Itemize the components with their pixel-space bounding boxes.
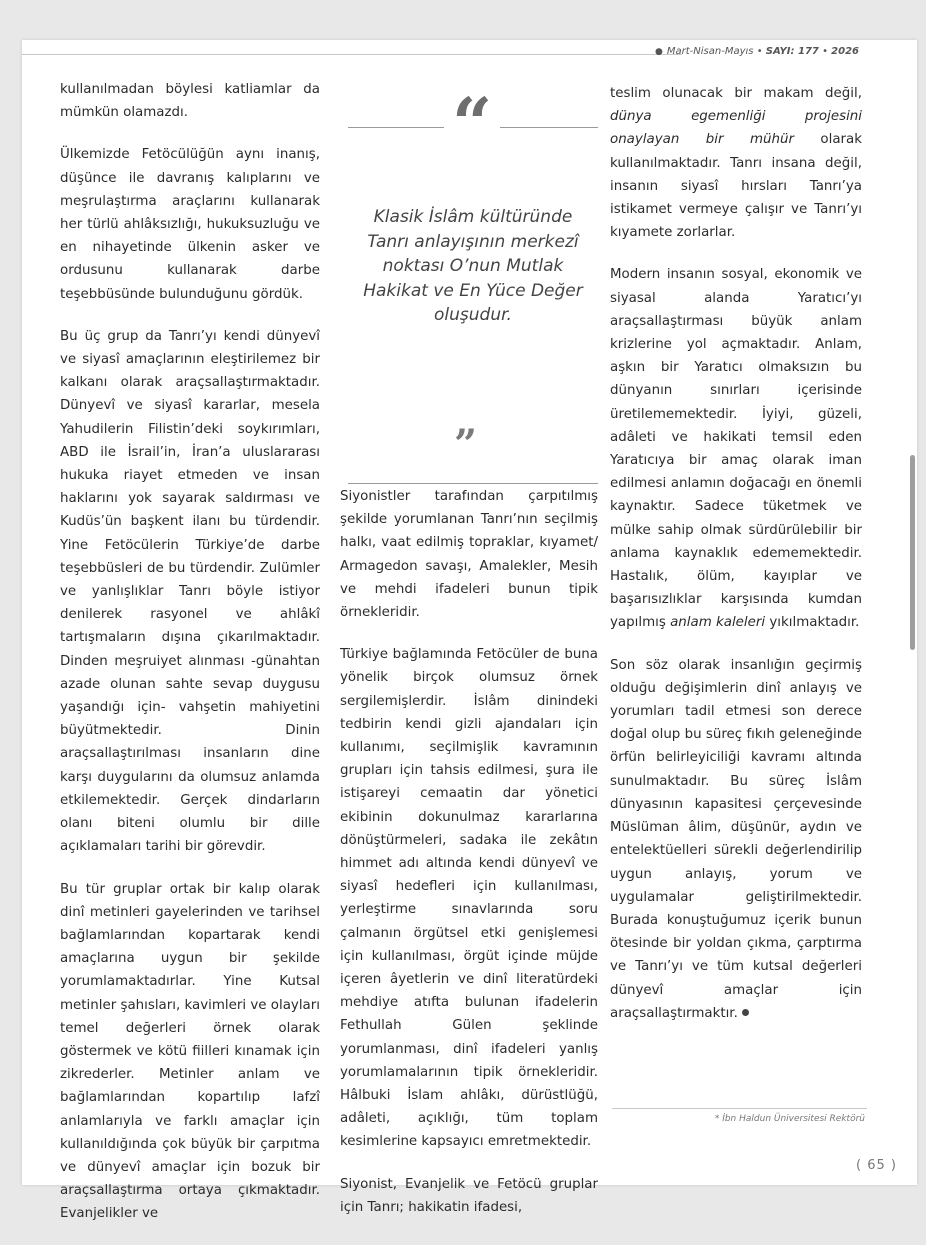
paragraph	[610, 263, 862, 634]
paragraph: Bu tür gruplar ortak bir kalıp olarak dinî metinleri gayelerinden ve tarihsel bağlamlarından kopartarak kendi amaçlarına uygun bir şekilde yorumlamaktadırlar. Yine Kutsal metinler şahısları, kavimleri ve olayları temel değerleri örnek olarak göstermek ve kötü fiilleri kınamak için zikrederler. Metinler anlam ve bağlamlarından kopartılıp lafzî anlamlarıyla ve farklı amaçlar için kullanıldığında çok büyük bir çarpıtma ve dünyevî amaçlar için bozuk bir araçsallaştırma ortaya çıkmaktadır. Evanjelikler ve	[60, 881, 320, 1222]
open-quote-icon: “	[444, 89, 500, 159]
paragraph: Siyonist, Evanjelik ve Fetöcü gruplar için Tanrı; hakikatin ifadesi,	[340, 1176, 598, 1215]
column-middle	[340, 485, 598, 1238]
text-run: teslim olunacak bir makam değil,	[610, 86, 862, 101]
issue-months: Mart-Nisan-Mayıs	[666, 46, 754, 57]
issue-year: 2026	[831, 46, 859, 57]
quote-rule-bottom	[348, 483, 598, 484]
pull-quote-text: Klasik İslâm kültüründe Tanrı anlayışının merkezî noktası O’nun Mutlak Hakikat ve En Yüce Değer oluşudur.	[363, 207, 583, 325]
bullet-separator: •	[822, 46, 832, 57]
text-run: olarak kullanılmaktadır. Tanrı insana değil, insanın siyasî hırsları Tanrı’ya istikamet vermeye çalışır ve Tanrı’yı kıyamete zorlarlar.	[610, 132, 862, 241]
bullet-separator: •	[756, 46, 766, 57]
pull-quote	[348, 82, 598, 475]
close-quote-icon: ”	[454, 421, 478, 468]
scrollbar-thumb[interactable]	[910, 455, 915, 650]
emphasis-text: dünya egemenliği projesini onaylayan bir mühür	[610, 109, 862, 148]
text-run: Son söz olarak insanlığın geçirmiş olduğu değişimlerin dinî anlayış ve yorumları tadil etmesi son derece doğal olup bu süreç fıkıh geleneğinde örfün belirleyiciliği kavramı altında sunulmaktadır. Bu süreç İslâm dünyasının kapasitesi çerçevesinde Müslüman âlim, düşünür, aydın ve entelektüelleri sürekli değerlendirilip uygun anlayış, yorum ve uygulamalar geliştirilmektedir. Burada konuştuğumuz içerik bunun ötesinde bir yoldan çıkma, çarptırma ve Tanrı’yı ve tüm kutsal değerleri dünyevî amaçlar için araçsallaştırmaktır.	[610, 657, 862, 1021]
text-run: Modern insanın sosyal, ekonomik ve siyasal alanda Yaratıcı’yı araçsallaştırması büyük anlam krizlerine yol açmaktadır. Anlam, aşkın bir Yaratıcı olmaksızın bu dünyanın sınırları içerisinde üretilememektedir. İyiyi, güzeli, adâleti ve hakikati temsil eden Yaratıcıya bir amaç olarak iman edilmesi anlamın doğacağı en önemli kaynaktır. Sadece tüketmek ve mülke sahip olmak sürdürülebilir bir anlama kaynaklık edememektedir. Hastalık, ölüm, kayıplar ve başarısızlıklar karşısında kumdan yapılmış	[610, 267, 862, 631]
header-rule	[22, 54, 682, 55]
paragraph: Ülkemizde Fetöcülüğün aynı inanış, düşünce ile davranış kalıplarını ve meşrulaştırma araçlarını kullanarak her türlü ahlâksızlığı, hukuksuzluğu ve en nihayetinde ülkenin asker ve ordusunu kullanarak darbe teşebbüsünde bulunduğunu gördük.	[60, 147, 320, 302]
footnote-rule	[612, 1108, 867, 1109]
paragraph: Bu üç grup da Tanrı’yı kendi dünyevî ve siyasî amaçlarının eleştirilemez bir kalkanı olarak araçsallaştırmaktadır. Dünyevî ve siyasî kararlar, mesela Yahudilerin Filistin’deki soykırımları, ABD ile İsrail’in, İran’a uluslararası hukuka riayet etmeden ve insan haklarını yok sayarak saldırması ve Kudüs’ün başkent ilanı bu türdendir. Yine Fetöcülerin Türkiye’de darbe teşebbüsleri de bu türdendir. Zulümler ve yanlışlıklar Tanrı böyle istiyor denilerek rasyonel ve ahlâkî tartışmaların dışına çıkarılmaktadır. Dinden meşruiyet alınması -günahtan azade olunan sahte sevap duygusu yaşandığı için- vahşetin mahiyetini büyütmektedir. Dinin araçsallaştırılması insanların dine karşı duygularını da olumsuz anlamda etkilemektedir. Gerçek dindarların olanı biteni olumlu bir dille açıklamaları tarihi bir görevdir.	[60, 328, 320, 855]
paragraph	[610, 82, 862, 244]
emphasis-text: anlam kaleleri	[670, 615, 766, 631]
end-mark-icon	[742, 1009, 749, 1016]
paragraph: Türkiye bağlamında Fetöcüler de buna yönelik birçok olumsuz örnek sergilemişlerdir. İslâm dinindeki tedbirin kendi gizli ajandaları için kullanımı, seçilmişlik kavramının grupları için tahsis edilmesi, şura ile istişareyi cemaatin dar yönetici ekibinin dokunulmaz kararlarına dönüştürmeleri, sadaka ile zekâtın himmet adı altında kendi dünyevî ve siyasî hedefleri için kullanılması, yerleştirme sınavlarında soru çalmanın örgütsel etki genişlemesi için kullanılması, örgüt içinde müjde içeren âyetlerin ve dinî literatürdeki mehdiye atıfta bulunan ifadelerin Fethullah Gülen şeklinde yorumlanması, dinî ifadeleri yanlış yorumlamalarının tipik örnekleridir. Hâlbuki İslam ahlâkı, dürüstlüğü, adâleti, açıklığı, tüm toplam kesimlerine kapsayıcı emretmektedir.	[340, 647, 598, 1150]
issue-header	[655, 46, 859, 57]
paragraph: Siyonistler tarafından çarpıtılmış şekilde yorumlanan Tanrı’nın seçilmiş halkı, vaat edilmiş topraklar, kıyamet/ Armagedon savaşı, Amalekler, Mesih ve mehdi ifadeleri bunun tipik örnekleridir.	[340, 489, 598, 621]
magazine-page	[22, 40, 917, 1222]
page-number: ( 65 )	[856, 1158, 897, 1173]
paragraph: kullanılmadan böylesi katliamlar da mümkün olamazdı.	[60, 82, 320, 121]
author-footnote: * İbn Haldun Üniversitesi Rektörü	[714, 1114, 865, 1124]
column-right	[610, 82, 862, 1044]
issue-number: SAYI: 177	[765, 46, 819, 57]
paragraph	[610, 654, 862, 1025]
text-run: yıkılmaktadır.	[765, 615, 860, 631]
bullet-icon: ●	[655, 47, 663, 57]
column-left	[60, 78, 320, 1245]
